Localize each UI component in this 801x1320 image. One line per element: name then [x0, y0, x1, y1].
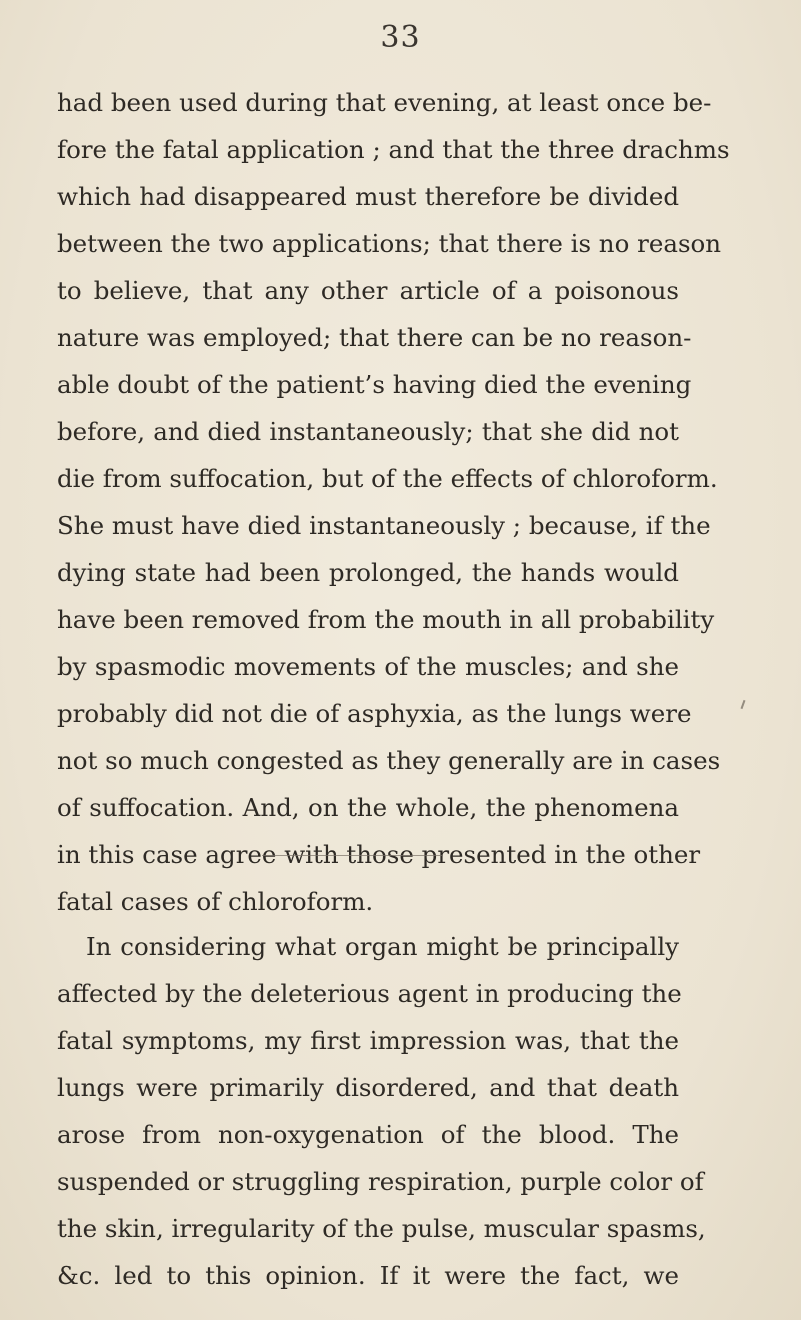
text-line: before, and died instantaneously; that she did not [57, 417, 679, 446]
text-line: nature was employed; that there can be no reason- [57, 323, 692, 352]
text-line: probably did not die of asphyxia, as the lungs were [57, 699, 692, 728]
text-line: She must have died instantaneously ; because, if the [57, 511, 711, 540]
text-line: arose from non-oxygenation of the blood. The [57, 1120, 679, 1149]
text-line: able doubt of the patient’s having died the evening [57, 370, 692, 399]
text-line: lungs were primarily disordered, and that death [57, 1073, 679, 1102]
text-line: fore the fatal application ; and that the three drachms [57, 135, 730, 164]
paper-speck [741, 700, 746, 709]
text-line: have been removed from the mouth in all probability [57, 605, 715, 634]
text-line: dying state had been prolonged, the hands would [57, 558, 679, 587]
text-line: suspended or struggling respiration, purple color of [57, 1167, 704, 1196]
text-line: of suffocation. And, on the whole, the phenomena [57, 793, 679, 822]
text-line: &c. led to this opinion. If it were the fact, we [57, 1261, 679, 1290]
paragraph-2 [57, 923, 706, 1299]
text-line: not so much congested as they generally are in cases [57, 746, 721, 775]
page-number: 33 [380, 20, 421, 55]
text-line: between the two applications; that there is no reason [57, 229, 722, 258]
text-line: fatal symptoms, my first impression was, that the [57, 1026, 679, 1055]
text-line: by spasmodic movements of the muscles; and she [57, 652, 679, 681]
text-line: affected by the deleterious agent in producing the [57, 979, 682, 1008]
text-line: had been used during that evening, at least once be- [57, 88, 712, 117]
text-line: the skin, irregularity of the pulse, muscular spasms, [57, 1214, 706, 1243]
paragraph-1 [57, 79, 730, 925]
text-line: In considering what organ might be principally [86, 932, 679, 961]
text-line: die from suffocation, but of the effects of chloroform. [57, 464, 718, 493]
text-line: fatal cases of chloroform. [57, 887, 374, 916]
section-divider [262, 855, 442, 856]
text-line: which had disappeared must therefore be divided [57, 182, 679, 211]
text-line: in this case agree with those presented in the other [57, 840, 701, 869]
text-line: to believe, that any other article of a poisonous [57, 276, 679, 305]
